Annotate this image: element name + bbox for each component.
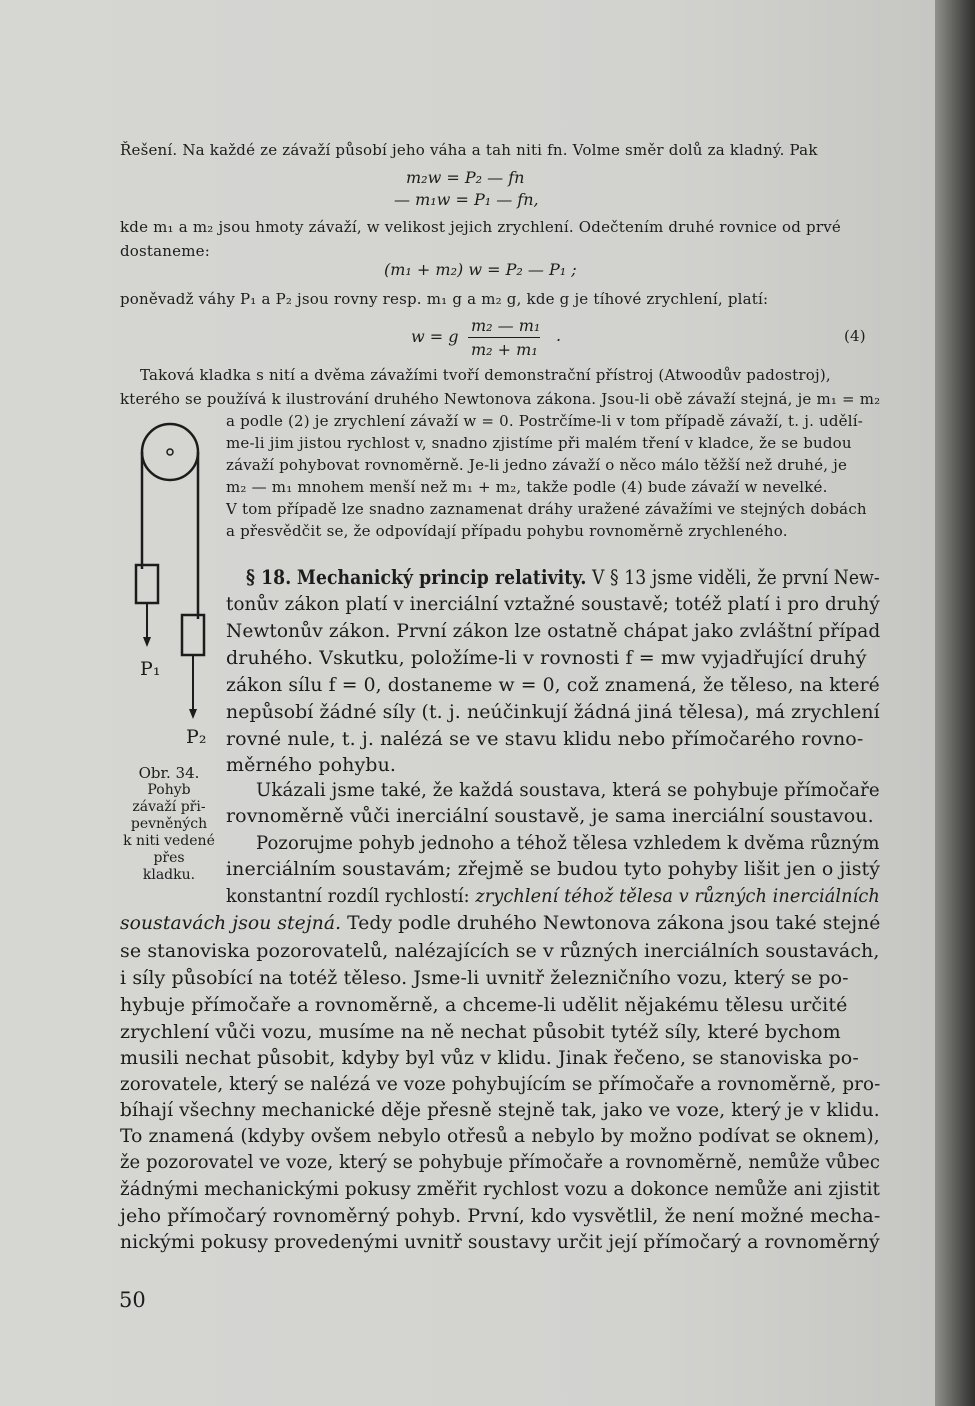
caption-line: k niti vedené [123, 833, 215, 849]
equation-4-numerator: m₂ — m₁ [471, 316, 541, 335]
weight-p2 [182, 615, 204, 655]
solution-line-6: kterého se používá k ilustrování druhého Newtonova zákona. Jsou-li obě závaží stejná, je m₁ = m₂ [120, 390, 881, 408]
section-line: Ukázali jsme také, že každá soustava, která se pohybuje přímočaře [256, 779, 880, 801]
section-line: nepůsobí žádné síly (t. j. neúčinkují žádná jiná tělesa), má zrychlení [226, 701, 880, 723]
section-line: druhého. Vskutku, položíme-li v rovnosti f = mw vyjadřující druhý [226, 647, 867, 669]
body-line: To znamená (kdyby ovšem nebylo otřesů a nebylo by možno podívat se oknem), [120, 1125, 880, 1147]
section-line: zákon sílu f = 0, dostaneme w = 0, což znamená, že těleso, na které [226, 674, 880, 696]
section-line-c1 [226, 885, 880, 907]
caption-line: Pohyb [147, 782, 191, 798]
equation-4-label: (4) [844, 327, 866, 345]
solution-line-1: Řešení. Na každé ze závaží působí jeho váha a tah niti fn. Volme směr dolů za kladný. Pak [120, 141, 818, 159]
equation-1: m₂w = P₂ — fn [406, 168, 525, 187]
section-line: rovné nule, t. j. nalézá se ve stavu klidu nebo přímočarého rovno- [226, 728, 864, 750]
section-line: inerciálním soustavám; zřejmě se budou tyto pohyby lišit jen o jistý [226, 858, 881, 880]
weight-p1 [136, 565, 158, 603]
italic-run: soustavách jsou stejná. [120, 912, 342, 934]
label-p2: P₂ [186, 726, 207, 748]
fraction-bar [468, 337, 540, 338]
body-line: i síly působící na totéž těleso. Jsme-li uvnitř železničního vozu, který se po- [120, 967, 849, 989]
solution-line-5: Taková kladka s nití a dvěma závažími tvoří demonstrační přístroj (Atwoodův padostroj), [140, 366, 831, 384]
pulley-wheel [142, 424, 198, 480]
body-line: že pozorovatel ve voze, který se pohybuje přímočaře a rovnoměrně, nemůže vůbec [120, 1151, 881, 1173]
text-run: konstantní rozdíl rychlostí: [226, 885, 476, 907]
body-line: nickými pokusy provedenými uvnitř soustavy určit její přímočarý a rovnoměrný [120, 1231, 880, 1253]
section-line: měrného pohybu. [226, 754, 397, 776]
body-line: jeho přímočarý rovnoměrný pohyb. První, kdo vysvětlil, že není možné mecha- [120, 1205, 881, 1227]
section-line-0: V § 13 jsme viděli, že první New- [592, 565, 880, 589]
solution-line-4: poněvadž váhy P₁ a P₂ jsou rovny resp. m₁ g a m₂ g, kde g je tíhové zrychlení, platí: [120, 290, 769, 308]
solution-line-8: me-li jim jistou rychlost v, snadno zjistíme při malém tření v kladce, že se budou [226, 434, 852, 452]
body-line: žádnými mechanickými pokusy změřit rychlost vozu a dokonce nemůže ani zjistit [120, 1178, 881, 1200]
caption-line: kladku. [142, 867, 196, 883]
solution-line-7: a podle (2) je zrychlení závaží w = 0. Postrčíme-li v tom případě závaží, t. j. udělí- [226, 412, 864, 430]
body-line: musili nechat působit, kdyby byl vůz v klidu. Jinak řečeno, se stanoviska po- [120, 1047, 859, 1069]
equation-4-lhs: w = g [411, 327, 459, 346]
italic-run: zrychlení téhož tělesa v různých inerciálních [475, 885, 880, 907]
body-line: bíhají všechny mechanické děje přesně stejně tak, jako ve voze, který je v klidu. [120, 1099, 880, 1121]
body-line: zrychlení vůči vozu, musíme na ně nechat působit tytéž síly, které bychom [120, 1021, 841, 1043]
page-edge-shadow [935, 0, 975, 1406]
solution-line-3: dostaneme: [120, 242, 210, 260]
body-line: hybuje přímočaře a rovnoměrně, a chceme-li udělit nějakému tělesu určité [120, 994, 848, 1016]
solution-line-2: kde m₁ a m₂ jsou hmoty závaží, w velikost jejich zrychlení. Odečtením druhé rovnice od prvé [120, 218, 841, 236]
equation-2: — m₁w = P₁ — fn, [394, 190, 539, 209]
caption-line: pevněných [130, 816, 208, 832]
section-line: Pozorujme pohyb jednoho a téhož tělesa vzhledem k dvěma různým [256, 832, 880, 854]
page-number: 50 [119, 1288, 146, 1312]
arrowhead-p2 [189, 709, 197, 719]
label-p1: P₁ [140, 658, 161, 680]
section-title: Mechanický princip relativity. [296, 565, 587, 589]
caption-line: přes [153, 850, 185, 866]
body-line: se stanoviska pozorovatelů, nalézajících se v různých inerciálních soustavách, [120, 940, 880, 962]
section-line: Newtonův zákon. První zákon lze ostatně chápat jako zvláštní případ [226, 620, 881, 642]
caption-figure-number: Obr. 34. [138, 764, 200, 782]
pulley-axle [167, 449, 173, 455]
section-line-c2 [120, 912, 880, 934]
solution-line-11: V tom případě lze snadno zaznamenat dráhy uražené závažími ve stejných dobách [226, 500, 867, 518]
text-run: Tedy podle druhého Newtonova zákona jsou také stejné [341, 912, 881, 934]
section-line: tonův zákon platí v inerciální vztažné soustavě; totéž platí i pro druhý [226, 593, 880, 615]
atwood-pulley-figure [130, 415, 230, 755]
equation-3: (m₁ + m₂) w = P₂ — P₁ ; [384, 260, 577, 279]
section-number: § 18. [246, 565, 292, 589]
section-line: rovnoměrně vůči inerciální soustavě, je sama inerciální soustavou. [226, 805, 874, 827]
solution-line-12: a přesvědčit se, že odpovídají případu pohybu rovnoměrně zrychleného. [226, 522, 788, 540]
solution-line-10: m₂ — m₁ mnohem menší než m₁ + m₂, takže podle (4) bude závaží w nevelké. [226, 478, 828, 496]
caption-line: závaží při- [132, 799, 206, 815]
section-heading [246, 565, 880, 589]
equation-4-dot: . [556, 326, 562, 345]
body-line: zorovatele, který se nalézá ve voze pohybujícím se přímočaře a rovnoměrně, pro- [120, 1073, 881, 1095]
solution-line-9: závaží pohybovat rovnoměrně. Je-li jedno závaží o něco málo těžší než druhé, je [226, 456, 848, 474]
equation-4-denominator: m₂ + m₁ [471, 340, 538, 359]
arrowhead-p1 [143, 637, 151, 647]
